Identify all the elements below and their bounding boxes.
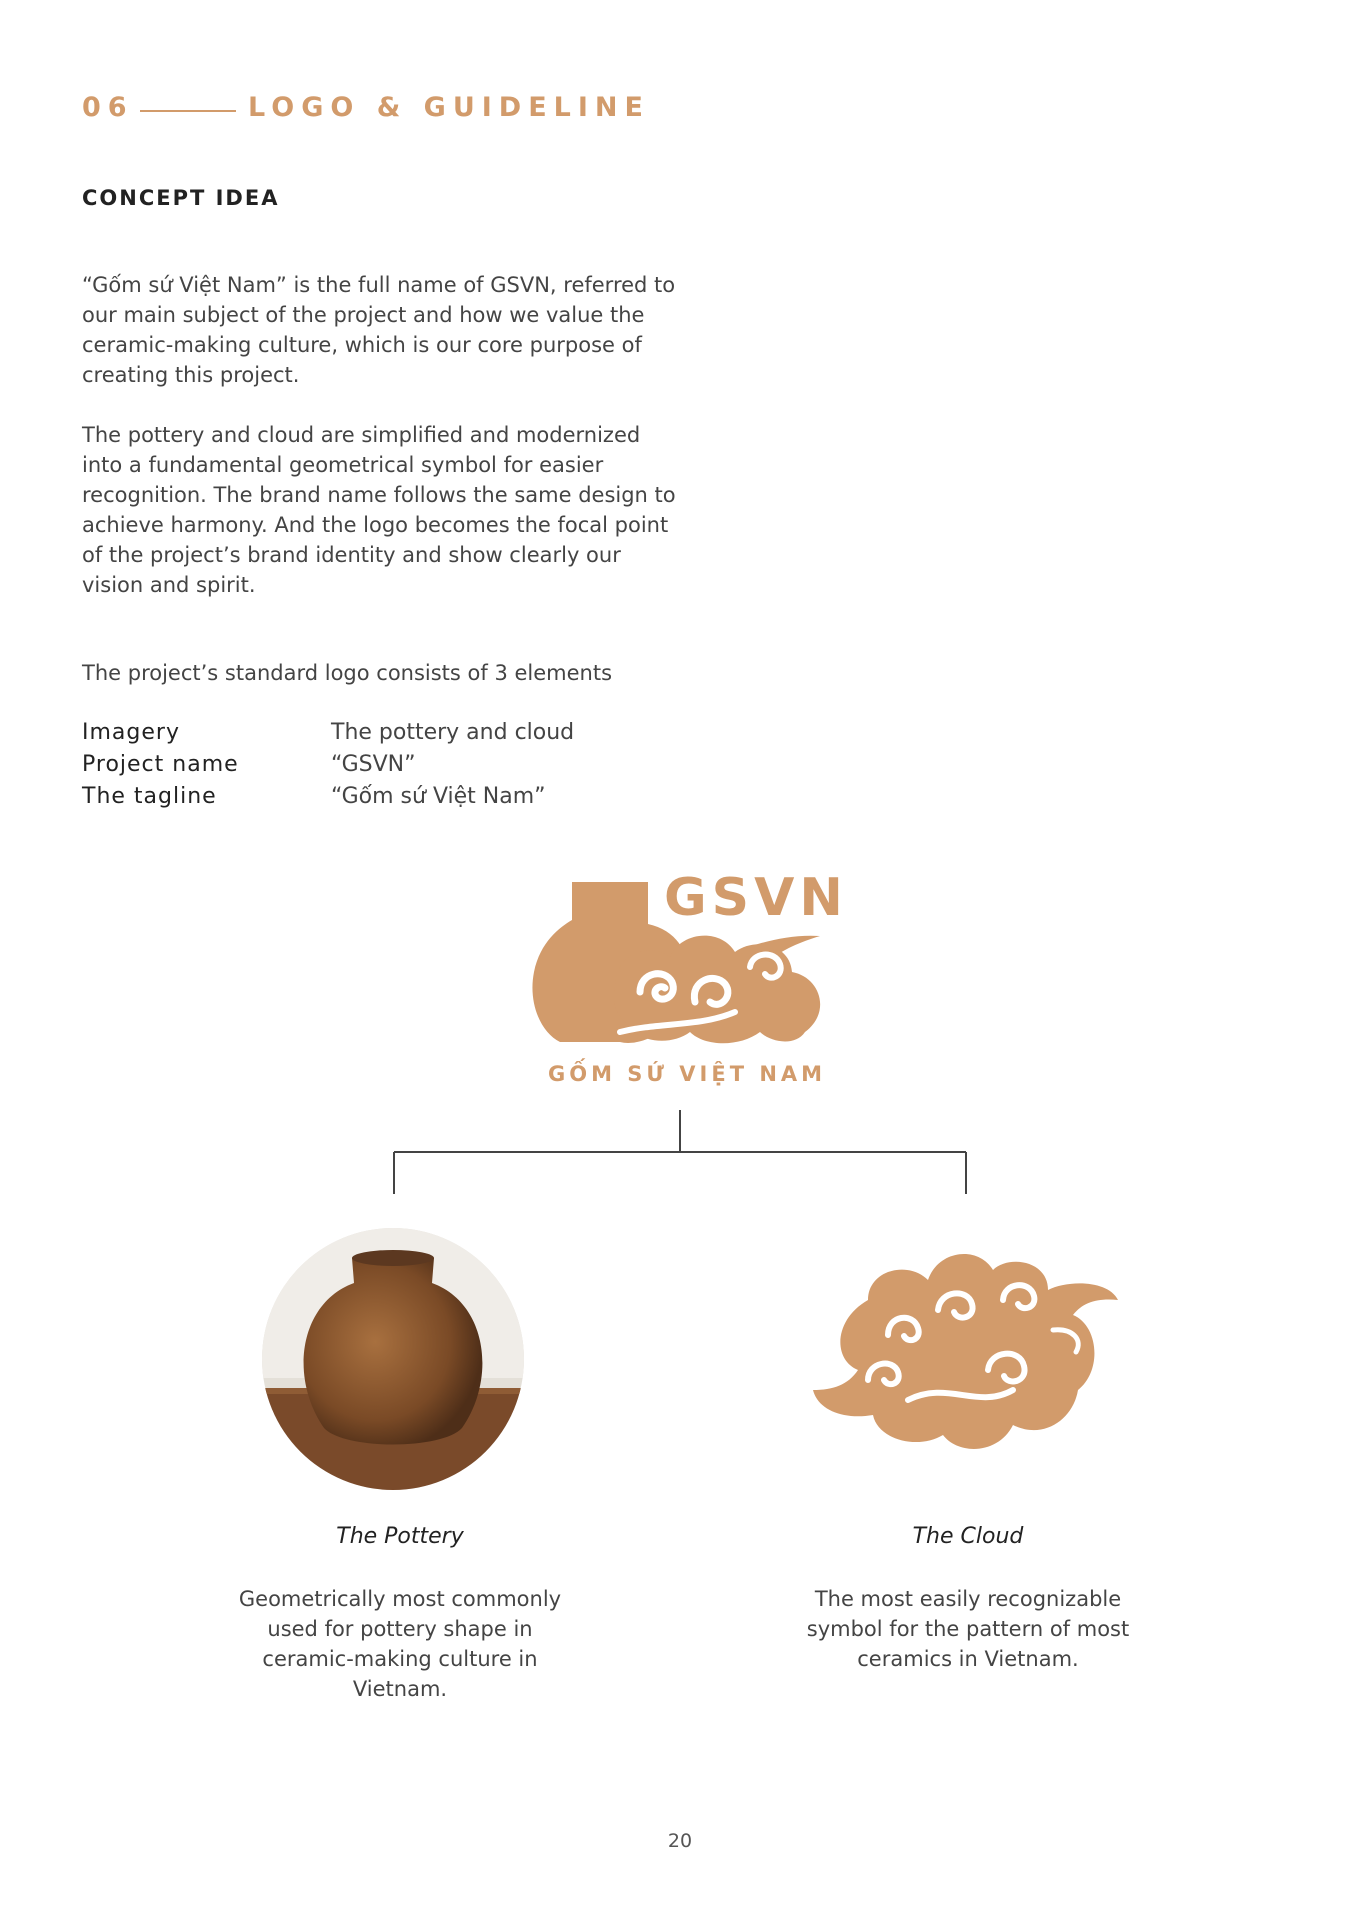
- concept-heading: CONCEPT IDEA: [82, 186, 280, 210]
- element-label-project-name: Project name: [82, 752, 239, 777]
- element-value-tagline: “Gốm sứ Việt Nam”: [331, 784, 546, 809]
- pottery-caption-title: The Pottery: [336, 1524, 464, 1549]
- element-value-imagery: The pottery and cloud: [331, 720, 575, 745]
- connector-tree: [390, 1110, 970, 1200]
- concept-paragraph-2: The pottery and cloud are simplified and modernized into a fundamental geometrical symbol for easier recognition. The brand name follows the same design to achieve harmony. And the logo becomes the focal point of the project’s brand identity and show clearly our vision and spirit.: [82, 423, 676, 597]
- cloud-artwork: [808, 1240, 1118, 1480]
- section-divider-line: [140, 110, 236, 112]
- pottery-photo: [262, 1228, 524, 1490]
- logo-tagline: GỐM SỨ VIỆT NAM: [548, 1062, 827, 1086]
- concept-paragraph-3: The project’s standard logo consists of 3 elements: [82, 661, 613, 685]
- element-label-imagery: Imagery: [82, 720, 180, 745]
- cloud-caption-description: The most easily recognizable symbol for the pattern of most ceramics in Vietnam.: [806, 1587, 1130, 1671]
- element-label-tagline: The tagline: [82, 784, 217, 809]
- section-title: LOGO & GUIDELINE: [248, 92, 650, 123]
- element-value-project-name: “GSVN”: [331, 752, 416, 777]
- page-number: 20: [667, 1830, 693, 1852]
- logo-wordmark: GSVN: [664, 868, 848, 928]
- pottery-caption-description: Geometrically most commonly used for pottery shape in ceramic-making culture in Vietnam.: [238, 1587, 562, 1701]
- cloud-caption-title: The Cloud: [912, 1524, 1024, 1549]
- concept-paragraph-1: “Gốm sứ Việt Nam” is the full name of GSVN, referred to our main subject of the project and how we value the ceramic-making culture, which is our core purpose of creating this project.: [82, 273, 676, 387]
- section-number: 06: [82, 92, 134, 123]
